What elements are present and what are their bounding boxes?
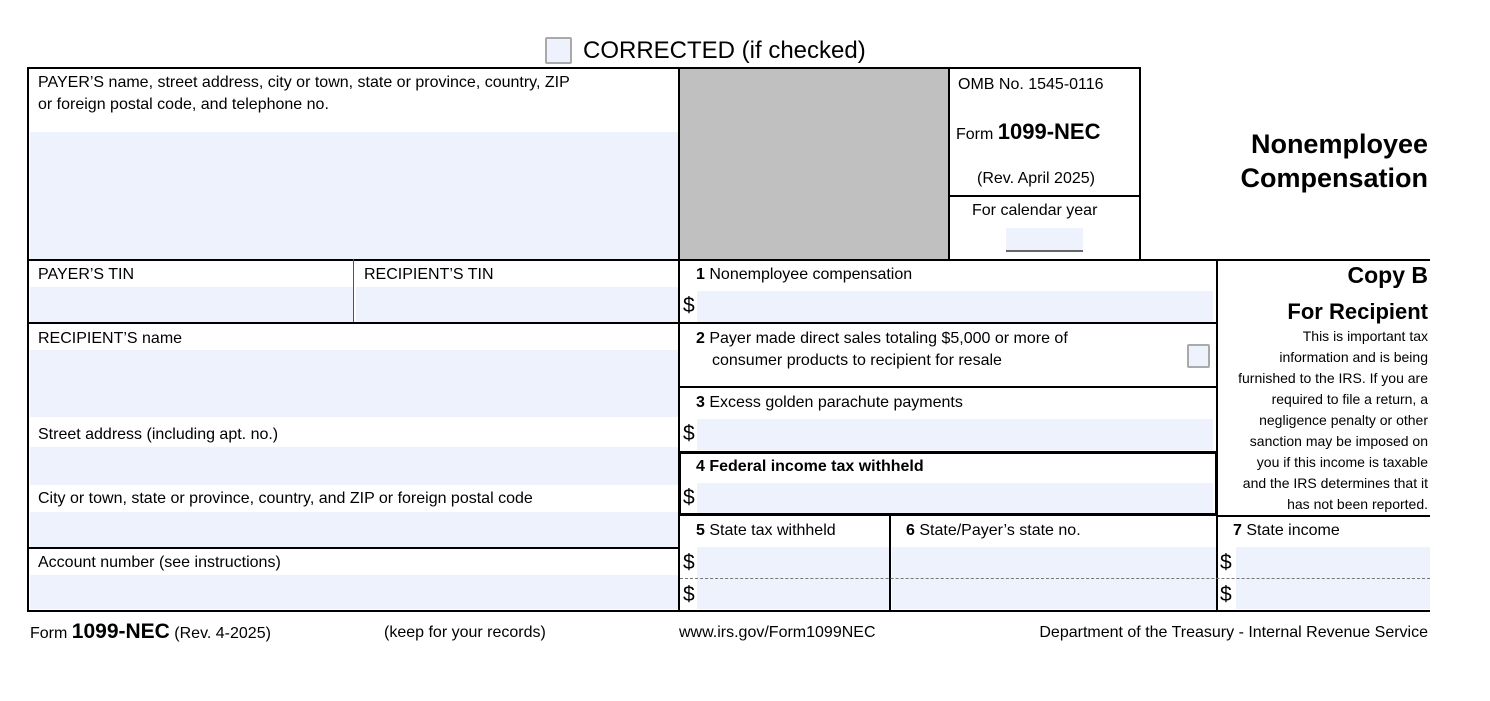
form-prefix: Form bbox=[956, 126, 994, 143]
payer-tin-label: PAYER’S TIN bbox=[38, 266, 135, 283]
calendar-year-label: For calendar year bbox=[972, 202, 1098, 219]
box4-label: 4 Federal income tax withheld bbox=[696, 458, 924, 475]
box1-text: Nonemployee compensation bbox=[709, 266, 913, 283]
city-field[interactable] bbox=[30, 512, 678, 547]
recipient-name-field[interactable] bbox=[30, 350, 678, 417]
dollar-sign: $ bbox=[683, 486, 695, 509]
form-number: 1099-NEC bbox=[997, 119, 1101, 144]
notice-line: furnished to the IRS. If you are bbox=[1238, 370, 1428, 386]
calendar-year-field[interactable] bbox=[1006, 228, 1083, 252]
account-number-field[interactable] bbox=[30, 575, 678, 609]
box6-text: State/Payer’s state no. bbox=[919, 522, 1081, 539]
payer-tin-field[interactable] bbox=[30, 287, 353, 322]
box6-number: 6 bbox=[906, 522, 915, 539]
corrected-label: CORRECTED (if checked) bbox=[583, 37, 866, 64]
footer-form-number: 1099-NEC bbox=[71, 620, 170, 643]
footer-keep: (keep for your records) bbox=[384, 624, 546, 641]
payer-info-field[interactable] bbox=[30, 132, 678, 259]
box5-number: 5 bbox=[696, 522, 705, 539]
box5-text: State tax withheld bbox=[709, 522, 836, 539]
notice-line: information and is being bbox=[1279, 349, 1428, 365]
box2-label bbox=[696, 330, 1068, 348]
box1-number: 1 bbox=[696, 266, 705, 283]
copy-title: Copy B bbox=[1347, 262, 1428, 288]
footer-rev: (Rev. 4-2025) bbox=[174, 625, 271, 642]
notice-line: required to file a return, a bbox=[1271, 391, 1428, 407]
box2-text: Payer made direct sales totaling $5,000 or more of bbox=[709, 330, 1068, 347]
box3-text: Excess golden parachute payments bbox=[709, 394, 963, 411]
footer-form-prefix: Form bbox=[30, 625, 68, 642]
box3-number: 3 bbox=[696, 394, 705, 411]
account-number-label: Account number (see instructions) bbox=[38, 554, 281, 571]
omb-number: OMB No. 1545-0116 bbox=[958, 76, 1104, 93]
box5-label bbox=[696, 522, 836, 540]
box6-label bbox=[906, 522, 1081, 540]
notice-line: and the IRS determines that it bbox=[1242, 475, 1428, 491]
dollar-sign: $ bbox=[683, 583, 695, 606]
form-revision: (Rev. April 2025) bbox=[977, 170, 1095, 187]
footer-form-id bbox=[30, 620, 271, 644]
box7-label bbox=[1233, 522, 1340, 540]
corrected-checkbox[interactable] bbox=[545, 37, 572, 64]
shaded-area bbox=[680, 68, 948, 260]
dollar-sign: $ bbox=[683, 551, 695, 574]
dollar-sign: $ bbox=[1220, 551, 1232, 574]
dollar-sign: $ bbox=[683, 422, 695, 445]
box2-number: 2 bbox=[696, 330, 705, 347]
form-id bbox=[956, 119, 1101, 145]
box2-checkbox[interactable] bbox=[1187, 344, 1210, 368]
box1-field[interactable] bbox=[697, 291, 1213, 322]
payer-info-label: PAYER’S name, street address, city or town, state or province, country, ZIP bbox=[38, 74, 570, 91]
box3-field[interactable] bbox=[697, 419, 1213, 450]
notice-line: This is important tax bbox=[1302, 328, 1428, 344]
notice-line: has not been reported. bbox=[1287, 496, 1428, 512]
footer-dept: Department of the Treasury - Internal Revenue Service bbox=[1039, 624, 1428, 641]
recipient-notice bbox=[1213, 326, 1428, 515]
street-address-label: Street address (including apt. no.) bbox=[38, 426, 279, 443]
box7-text: State income bbox=[1246, 522, 1340, 539]
recipient-tin-field[interactable] bbox=[356, 287, 678, 322]
box7-number: 7 bbox=[1233, 522, 1242, 539]
notice-line: negligence penalty or other bbox=[1259, 412, 1428, 428]
dollar-sign: $ bbox=[683, 294, 695, 317]
box2-text-2: consumer products to recipient for resale bbox=[712, 352, 1002, 369]
form-title-line2: Compensation bbox=[1240, 163, 1428, 193]
recipient-tin-label: RECIPIENT’S TIN bbox=[364, 266, 494, 283]
footer-url: www.irs.gov/Form1099NEC bbox=[679, 624, 876, 641]
dollar-sign: $ bbox=[1220, 583, 1232, 606]
notice-line: you if this income is taxable bbox=[1256, 454, 1428, 470]
copy-subtitle: For Recipient bbox=[1287, 299, 1428, 324]
box3-label bbox=[696, 394, 963, 412]
recipient-name-label: RECIPIENT’S name bbox=[38, 330, 183, 347]
city-label: City or town, state or province, country, and ZIP or foreign postal code bbox=[38, 490, 533, 507]
form-title-line1: Nonemployee bbox=[1250, 129, 1428, 159]
notice-line: sanction may be imposed on bbox=[1249, 433, 1428, 449]
payer-info-label-2: or foreign postal code, and telephone no. bbox=[38, 96, 329, 113]
street-address-field[interactable] bbox=[30, 447, 678, 485]
box1-label bbox=[696, 266, 912, 284]
